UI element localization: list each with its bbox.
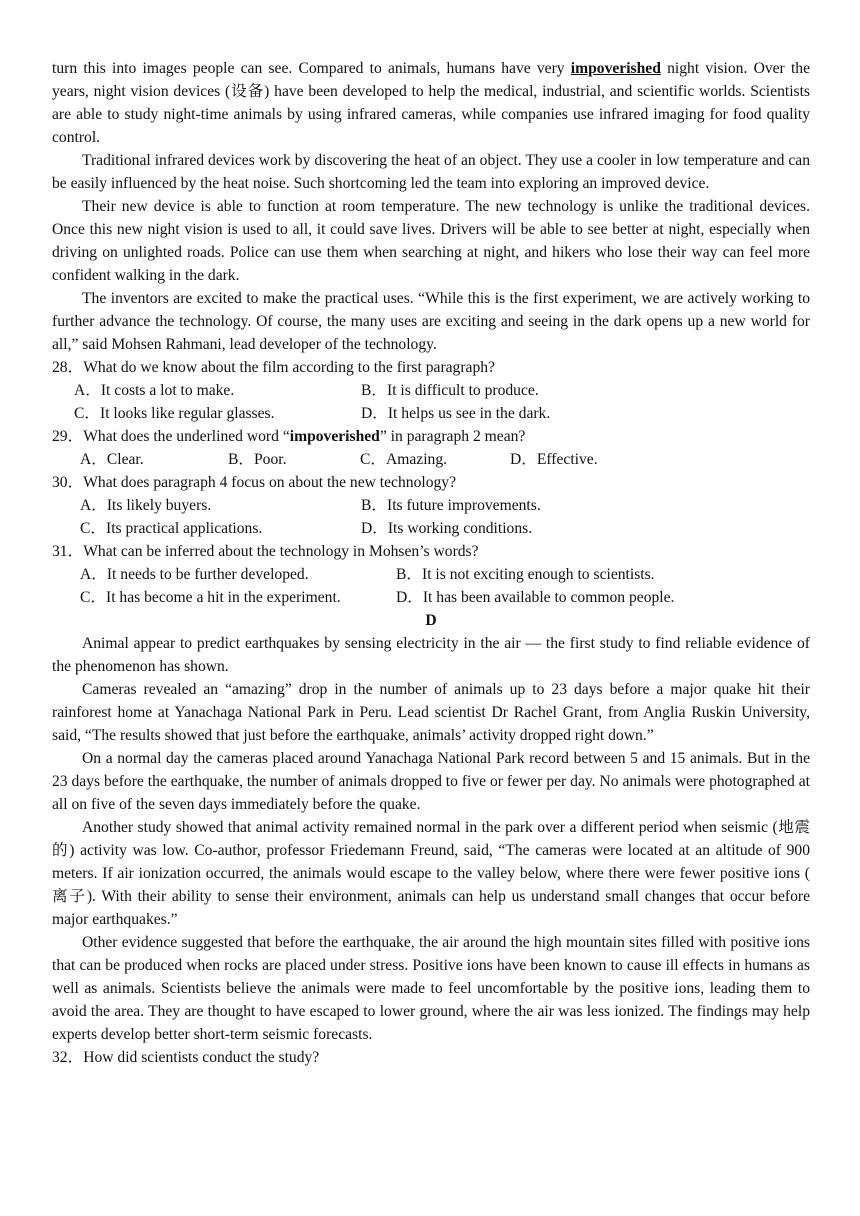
- question-stem: 28．What do we know about the film according to the first paragraph?: [52, 359, 495, 376]
- option-d[interactable]: D．Effective.: [510, 451, 598, 468]
- option-c[interactable]: C．It has become a hit in the experiment.: [80, 589, 341, 606]
- passage-c-paragraph-1: [52, 57, 810, 149]
- passage-c-paragraph-2: Traditional infrared devices work by discovering the heat of an object. They use a cooler in low temperature and can be easily influenced by the heat noise. Such shortcoming led the team into exploring an improved device.: [52, 152, 810, 192]
- option-d[interactable]: D．Its working conditions.: [361, 520, 533, 537]
- passage-d-paragraph-2: Cameras revealed an “amazing” drop in the number of animals up to 23 days before a major quake hit their rainforest home at Yanachaga National Park in Peru. Lead scientist Dr Rachel Grant, from Anglia Ruskin University, said, “The results showed that just before the earthquake, animals’ activity dropped right down.”: [52, 681, 810, 744]
- options: [52, 448, 810, 471]
- option-b[interactable]: B．It is difficult to produce.: [361, 382, 539, 399]
- question-32-stem: 32．How did scientists conduct the study?: [52, 1049, 320, 1066]
- option-a[interactable]: A．Its likely buyers.: [80, 497, 212, 514]
- passage-d-paragraph-3: On a normal day the cameras placed around Yanachaga National Park record between 5 and 15 animals. But in the 23 days before the earthquake, the number of animals dropped to five or fewer per day. No animals were photographed at all on five of the seven days immediately before the quake.: [52, 750, 810, 813]
- underlined-word: impoverished: [570, 60, 661, 77]
- text: 29．What does the underlined word “: [52, 428, 290, 445]
- option-d[interactable]: D．It has been available to common people.: [396, 589, 675, 606]
- option-d[interactable]: D．It helps us see in the dark.: [361, 405, 551, 422]
- option-b[interactable]: B．It is not exciting enough to scientists.: [396, 566, 655, 583]
- option-c[interactable]: C．Amazing.: [360, 451, 448, 468]
- passage-c-paragraph-3: Their new device is able to function at room temperature. The new technology is unlike the traditional devices. Once this new night vision is used to all, it could save lives. Drivers will be able to see better at night, especially when driving on unlighted roads. Police can use them when searching at night, and hikers who lose their way can feel more confident walking in the dark.: [52, 198, 810, 284]
- question-30: [52, 471, 810, 540]
- question-31: [52, 540, 810, 609]
- question-stem: 30．What does paragraph 4 focus on about the new technology?: [52, 474, 457, 491]
- passage-d-paragraph-5: Other evidence suggested that before the earthquake, the air around the high mountain sites filled with positive ions that can be produced when rocks are placed under stress. Positive ions have been known to cause ill effects in humans as well as animals. Scientists believe the animals were made to feel uncomfortable by the positive ions, leading them to avoid the area. They are thought to have escaped to lower ground, where the air was less ionized. The findings may help experts develop better short-term seismic forecasts.: [52, 934, 810, 1043]
- exam-page: [52, 57, 810, 1069]
- option-c[interactable]: C．Its practical applications.: [80, 520, 263, 537]
- text: night vision. Over the years, night vision devices (设备) have been developed to help the medical, industrial, and scientific worlds. Scientists are able to study night-time animals by using infrared cameras, while companies use infrared imaging for food quality control.: [52, 60, 810, 146]
- passage-d-paragraph-1: Animal appear to predict earthquakes by sensing electricity in the air — the first study to find reliable evidence of the phenomenon has shown.: [52, 635, 810, 675]
- text: turn this into images people can see. Compared to animals, humans have very: [52, 60, 571, 77]
- option-c[interactable]: C．It looks like regular glasses.: [74, 405, 275, 422]
- options: [52, 379, 810, 425]
- section-d-heading: D: [425, 612, 437, 629]
- text: ” in paragraph 2 mean?: [379, 428, 526, 445]
- option-a[interactable]: A．Clear.: [80, 451, 144, 468]
- option-a[interactable]: A．It needs to be further developed.: [80, 566, 309, 583]
- question-stem: 31．What can be inferred about the technology in Mohsen’s words?: [52, 543, 479, 560]
- question-29: [52, 425, 810, 471]
- option-b[interactable]: B．Poor.: [228, 451, 287, 468]
- question-stem: [52, 425, 810, 448]
- keyword: impoverished: [289, 428, 380, 445]
- options: [52, 494, 810, 540]
- options: [52, 563, 810, 609]
- passage-d-paragraph-4: Another study showed that animal activity remained normal in the park over a different period when seismic (地震的) activity was low. Co-author, professor Friedemann Freund, said, “The cameras were located at an altitude of 900 meters. If air ionization occurred, the animals would escape to the valley below, where there were fewer positive ions ( 离子). With their ability to sense their environment, animals can help us understand small changes that occur before major earthquakes.”: [52, 819, 810, 928]
- option-b[interactable]: B．Its future improvements.: [361, 497, 541, 514]
- passage-c-paragraph-4: The inventors are excited to make the practical uses. “While this is the first experiment, we are actively working to further advance the technology. Of course, the many uses are exciting and seeing in the dark opens up a new world for all,” said Mohsen Rahmani, lead developer of the technology.: [52, 290, 810, 353]
- question-28: [52, 356, 810, 425]
- option-a[interactable]: A．It costs a lot to make.: [74, 382, 235, 399]
